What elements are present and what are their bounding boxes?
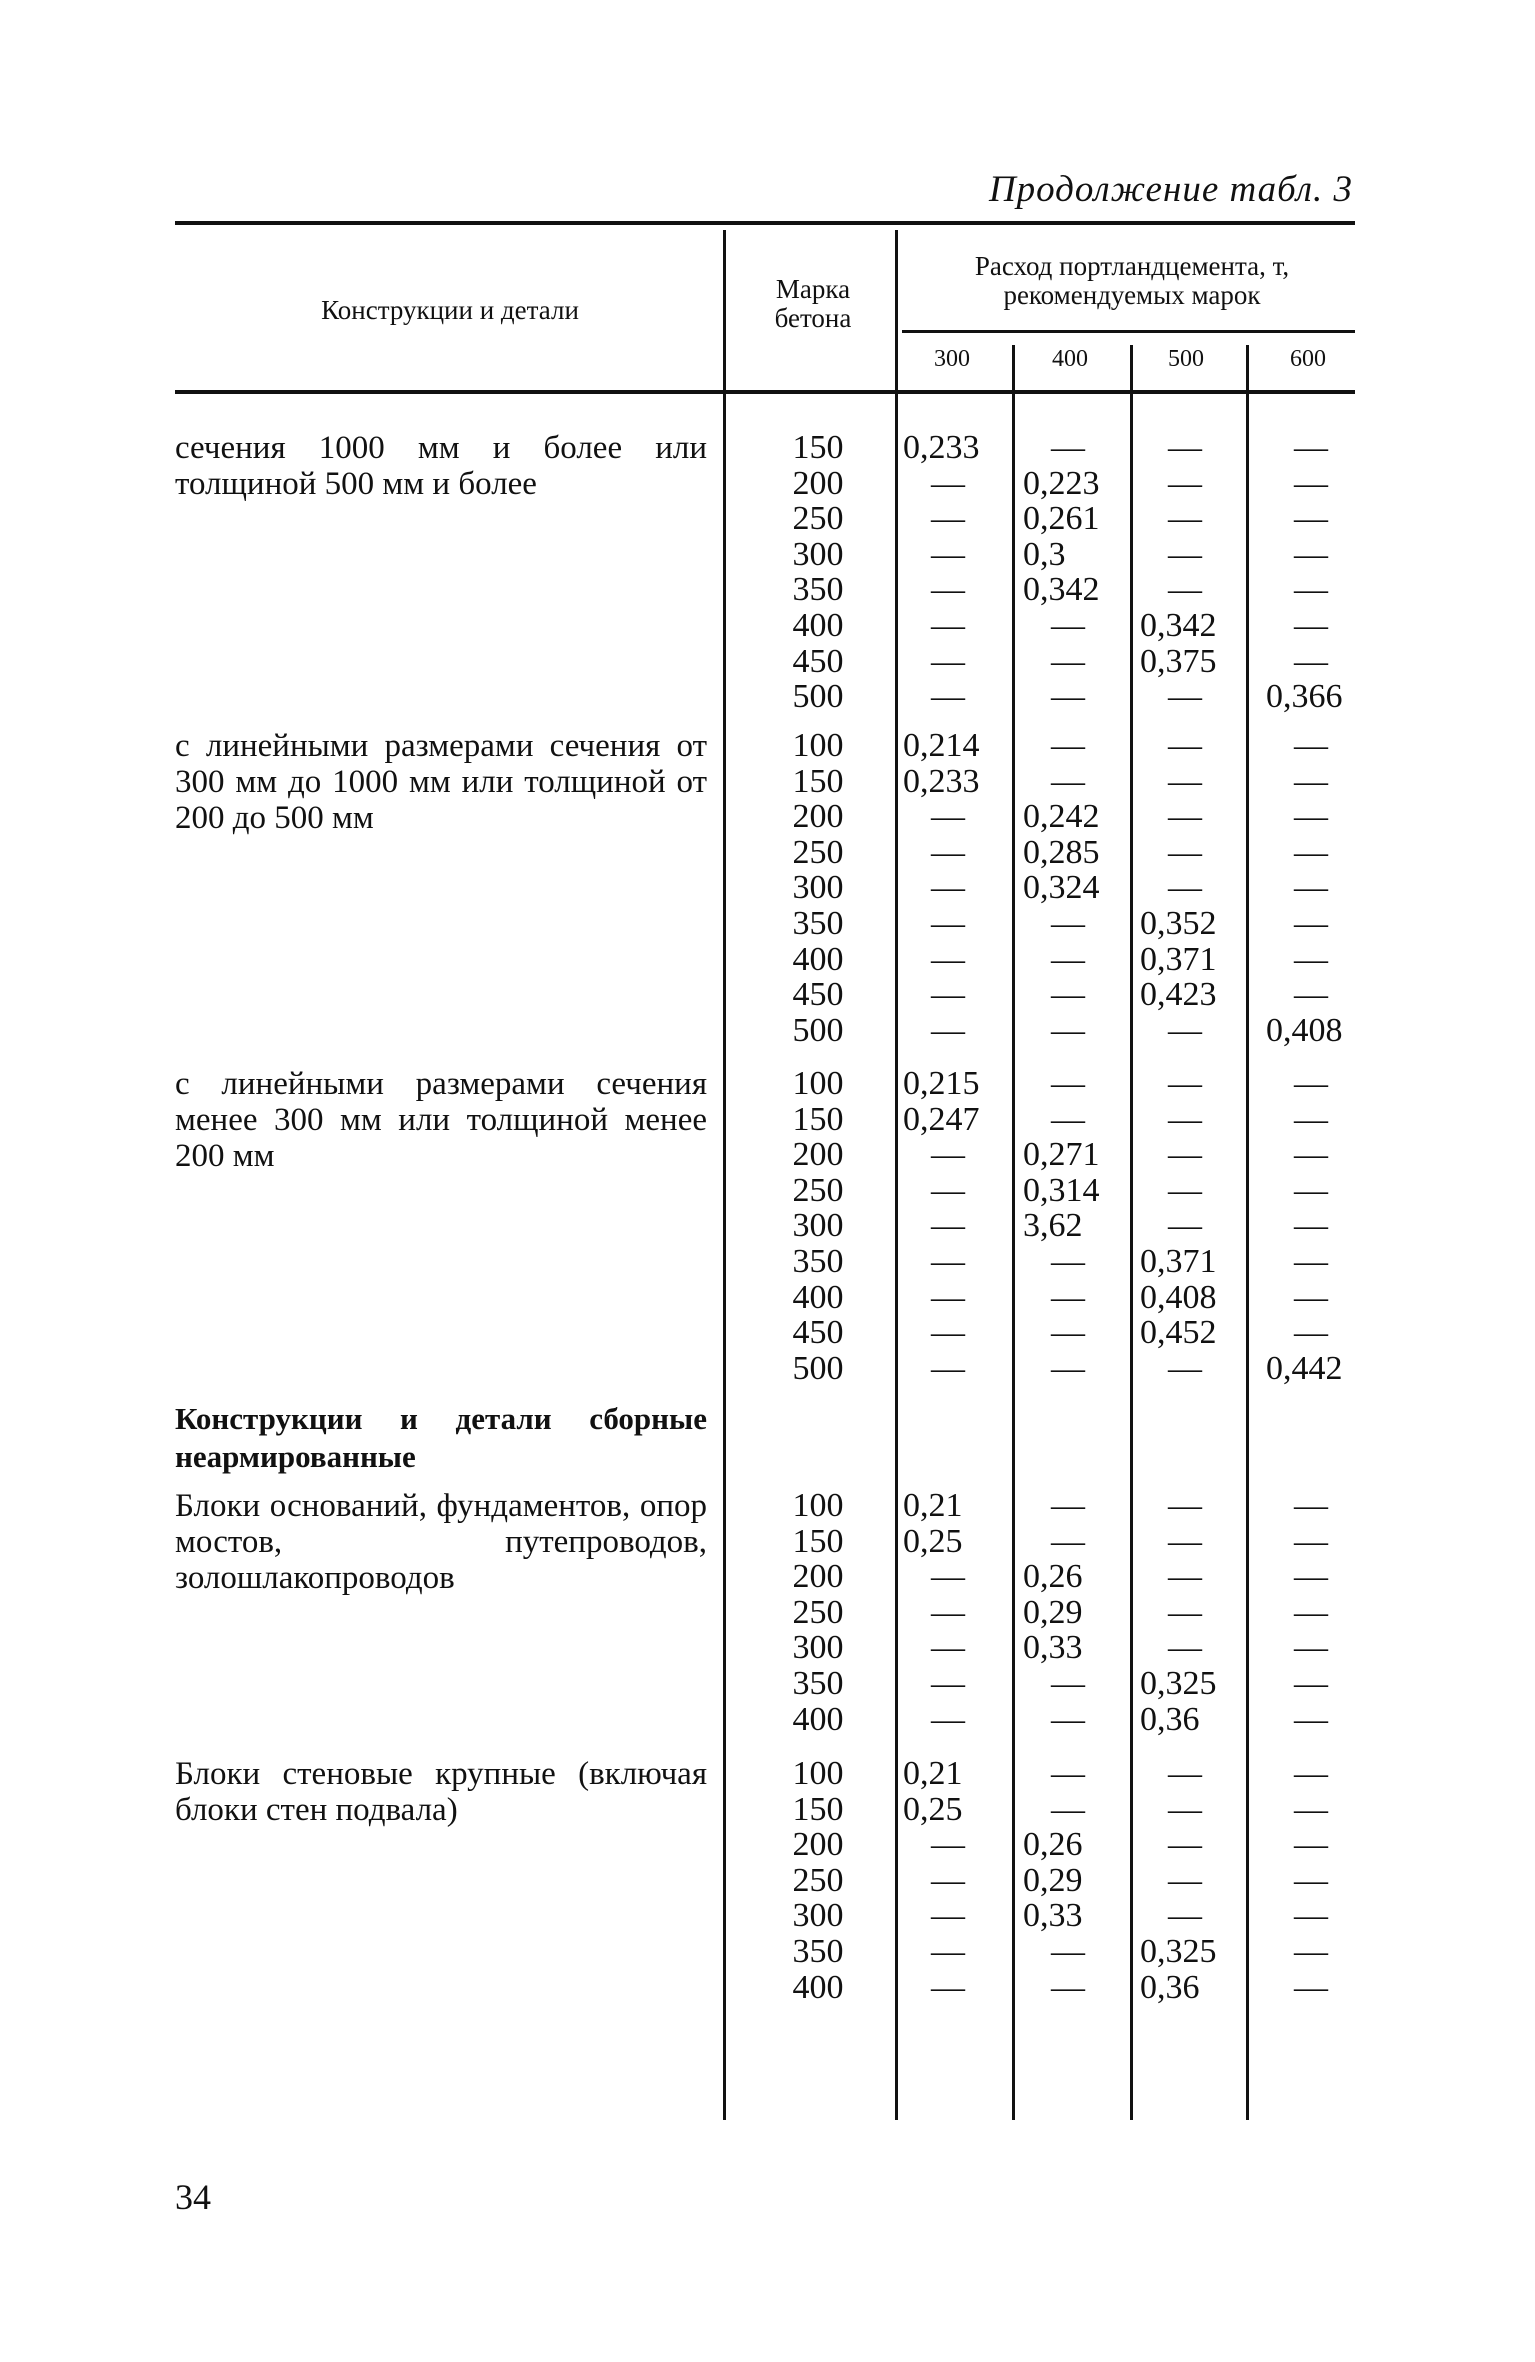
cell-grade: 250	[792, 500, 844, 538]
cell-cement-400: —	[1051, 1349, 1085, 1387]
cell-cement-400: 0,223	[1023, 464, 1100, 502]
cell-cement-500: 0,371	[1140, 940, 1217, 978]
cell-cement-600: —	[1294, 1700, 1328, 1738]
cell-grade: 400	[792, 1278, 844, 1316]
cell-cement-400: 0,26	[1023, 1558, 1083, 1596]
cell-cement-400: 0,285	[1023, 833, 1100, 871]
cell-cement-300: —	[931, 678, 965, 716]
cell-grade: 400	[792, 607, 844, 644]
cell-cement-400: —	[1051, 1790, 1085, 1828]
cell-cement-300: —	[931, 940, 965, 978]
header-sub-rule	[902, 330, 1355, 333]
cell-cement-400: —	[1051, 940, 1085, 978]
cell-grade: 500	[792, 1349, 844, 1387]
cell-cement-300: —	[931, 869, 965, 907]
cell-cement-300: —	[931, 1314, 965, 1352]
cell-cement-400: —	[1051, 1278, 1085, 1316]
col-divider-300	[895, 230, 898, 2120]
cell-grade: 100	[792, 1065, 844, 1102]
cell-cement-400: 0,29	[1023, 1593, 1083, 1631]
group-label-1: сечения 1000 мм и более или толщиной 500 мм и более	[175, 430, 707, 502]
cell-grade: 250	[792, 833, 844, 871]
cell-cement-500: —	[1168, 1593, 1202, 1631]
cell-cement-300: —	[931, 1665, 965, 1702]
cell-cement-600: —	[1294, 798, 1328, 836]
col-divider-400	[1012, 345, 1015, 2120]
header-sub-600: 600	[1290, 346, 1326, 372]
cell-cement-500: —	[1168, 798, 1202, 836]
cell-cement-400: —	[1051, 1314, 1085, 1352]
cell-cement-500: —	[1168, 1755, 1202, 1792]
cell-cement-600: —	[1294, 869, 1328, 907]
cell-cement-300: 0,25	[903, 1790, 963, 1828]
cell-grade: 150	[792, 429, 844, 466]
cell-grade: 150	[792, 1522, 844, 1560]
cell-cement-600: —	[1294, 1897, 1328, 1935]
cell-cement-500: —	[1168, 1171, 1202, 1209]
cell-cement-600: 0,366	[1266, 678, 1343, 716]
cell-grade: 300	[792, 1207, 844, 1245]
cell-cement-600: —	[1294, 1593, 1328, 1631]
cell-cement-300: —	[931, 1558, 965, 1596]
cell-cement-400: 0,26	[1023, 1826, 1083, 1864]
cell-cement-500: 0,36	[1140, 1700, 1200, 1738]
cell-cement-300: —	[931, 1861, 965, 1899]
cell-cement-300: —	[931, 1933, 965, 1970]
cell-cement-500: —	[1168, 1826, 1202, 1864]
cell-grade: 200	[792, 1826, 844, 1864]
cell-grade: 500	[792, 1011, 844, 1049]
cell-cement-300: —	[931, 905, 965, 942]
cell-grade: 300	[792, 869, 844, 907]
cell-cement-400: —	[1051, 1665, 1085, 1702]
cell-grade: 250	[792, 1593, 844, 1631]
cell-cement-500: —	[1168, 535, 1202, 573]
cell-cement-400: —	[1051, 1968, 1085, 2006]
cell-cement-500: —	[1168, 727, 1202, 764]
cell-cement-500: 0,423	[1140, 976, 1217, 1014]
cell-cement-600: —	[1294, 607, 1328, 644]
cell-grade: 350	[792, 905, 844, 942]
cell-cement-300: —	[931, 607, 965, 644]
cell-grade: 100	[792, 727, 844, 764]
cell-cement-500: —	[1168, 1487, 1202, 1524]
cell-cement-400: —	[1051, 1100, 1085, 1138]
cell-cement-300: —	[931, 571, 965, 609]
cell-cement-400: 0,33	[1023, 1897, 1083, 1935]
cell-cement-300: 0,233	[903, 762, 980, 800]
cell-cement-600: —	[1294, 940, 1328, 978]
cell-cement-600: —	[1294, 1968, 1328, 2006]
cell-grade: 250	[792, 1171, 844, 1209]
cell-grade: 350	[792, 1665, 844, 1702]
cell-grade: 300	[792, 535, 844, 573]
header-sub-500: 500	[1168, 346, 1204, 372]
cell-cement-600: —	[1294, 833, 1328, 871]
cell-cement-300: —	[931, 1171, 965, 1209]
cell-cement-600: —	[1294, 1136, 1328, 1174]
cell-cement-600: —	[1294, 1065, 1328, 1102]
cell-cement-600: —	[1294, 1207, 1328, 1245]
cell-cement-400: 0,33	[1023, 1629, 1083, 1667]
cell-cement-400: —	[1051, 976, 1085, 1014]
cell-cement-300: 0,247	[903, 1100, 980, 1138]
cell-cement-300: —	[931, 1968, 965, 2006]
cell-cement-300: —	[931, 642, 965, 680]
cell-cement-500: 0,342	[1140, 607, 1217, 644]
cell-cement-500: 0,452	[1140, 1314, 1217, 1352]
cell-cement-500: —	[1168, 1136, 1202, 1174]
cell-cement-500: 0,408	[1140, 1278, 1217, 1316]
cell-cement-400: —	[1051, 1243, 1085, 1280]
cell-cement-600: —	[1294, 571, 1328, 609]
cell-cement-500: —	[1168, 1897, 1202, 1935]
cell-grade: 200	[792, 798, 844, 836]
cell-cement-400: —	[1051, 1700, 1085, 1738]
cell-cement-300: 0,21	[903, 1487, 963, 1524]
cell-cement-400: 0,261	[1023, 500, 1100, 538]
cell-cement-600: —	[1294, 1790, 1328, 1828]
cell-cement-500: 0,36	[1140, 1968, 1200, 2006]
cell-cement-500: —	[1168, 762, 1202, 800]
cell-cement-600: —	[1294, 1665, 1328, 1702]
cell-cement-500: 0,325	[1140, 1665, 1217, 1702]
header-constructions: Конструкции и детали	[321, 295, 579, 325]
cell-grade: 300	[792, 1897, 844, 1935]
cell-grade: 200	[792, 464, 844, 502]
col-divider-500	[1130, 345, 1133, 2120]
cell-cement-400: —	[1051, 1011, 1085, 1049]
cell-cement-600: —	[1294, 464, 1328, 502]
cell-grade: 100	[792, 1755, 844, 1792]
cell-cement-500: —	[1168, 1522, 1202, 1560]
cell-cement-300: —	[931, 833, 965, 871]
group-label-3: с линейными размерами сечения менее 300 мм или толщиной менее 200 мм	[175, 1066, 707, 1174]
cell-cement-300: —	[931, 1826, 965, 1864]
cell-cement-500: —	[1168, 500, 1202, 538]
cell-cement-600: —	[1294, 1558, 1328, 1596]
cell-cement-600: —	[1294, 762, 1328, 800]
cell-cement-600: —	[1294, 1933, 1328, 1970]
header-bottom-rule	[175, 390, 1355, 394]
cell-grade: 200	[792, 1136, 844, 1174]
cell-cement-400: 0,271	[1023, 1136, 1100, 1174]
cell-cement-600: —	[1294, 1861, 1328, 1899]
cell-cement-500: —	[1168, 1349, 1202, 1387]
cell-cement-500: —	[1168, 1207, 1202, 1245]
cell-cement-300: —	[931, 1700, 965, 1738]
cell-cement-300: —	[931, 464, 965, 502]
cell-cement-500: —	[1168, 678, 1202, 716]
cell-cement-500: —	[1168, 1790, 1202, 1828]
cell-cement-600: —	[1294, 1278, 1328, 1316]
cell-cement-500: —	[1168, 464, 1202, 502]
cell-cement-600: —	[1294, 1243, 1328, 1280]
cell-cement-400: 0,29	[1023, 1861, 1083, 1899]
header-grade: Марка бетона	[774, 274, 852, 333]
cell-cement-600: —	[1294, 1314, 1328, 1352]
cell-cement-300: —	[931, 1629, 965, 1667]
cell-cement-500: —	[1168, 869, 1202, 907]
cell-cement-600: —	[1294, 1826, 1328, 1864]
cell-grade: 150	[792, 762, 844, 800]
cell-cement-600: —	[1294, 429, 1328, 466]
cell-grade: 350	[792, 571, 844, 609]
cell-cement-600: 0,442	[1266, 1349, 1343, 1387]
cell-cement-300: 0,21	[903, 1755, 963, 1792]
cell-cement-500: —	[1168, 1011, 1202, 1049]
cell-cement-400: 3,62	[1023, 1207, 1083, 1245]
cell-cement-400: —	[1051, 1755, 1085, 1792]
header-sub-400: 400	[1052, 346, 1088, 372]
cell-cement-600: —	[1294, 1755, 1328, 1792]
cell-cement-600: 0,408	[1266, 1011, 1343, 1049]
cell-cement-500: 0,325	[1140, 1933, 1217, 1970]
cell-cement-500: 0,375	[1140, 642, 1217, 680]
cell-cement-400: 0,3	[1023, 535, 1066, 573]
cell-cement-400: —	[1051, 607, 1085, 644]
header-cement: Расход портландцемента, т, рекомендуемых марок	[974, 251, 1290, 310]
cell-grade: 250	[792, 1861, 844, 1899]
group-label-2: с линейными размерами сечения от 300 мм до 1000 мм или толщиной от 200 до 500 мм	[175, 728, 707, 836]
cell-cement-600: —	[1294, 1629, 1328, 1667]
cell-cement-600: —	[1294, 1171, 1328, 1209]
cell-cement-300: —	[931, 1349, 965, 1387]
cell-cement-600: —	[1294, 727, 1328, 764]
cell-cement-400: —	[1051, 1065, 1085, 1102]
cell-cement-500: 0,371	[1140, 1243, 1217, 1280]
cell-cement-400: —	[1051, 727, 1085, 764]
cell-cement-600: —	[1294, 1522, 1328, 1560]
cell-cement-600: —	[1294, 642, 1328, 680]
cell-grade: 200	[792, 1558, 844, 1596]
cell-cement-400: —	[1051, 762, 1085, 800]
cell-cement-400: —	[1051, 642, 1085, 680]
cell-grade: 500	[792, 678, 844, 716]
cell-cement-300: —	[931, 1897, 965, 1935]
cell-cement-600: —	[1294, 1100, 1328, 1138]
cell-cement-600: —	[1294, 905, 1328, 942]
table-caption: Продолжение табл. 3	[988, 169, 1353, 210]
cell-cement-500: —	[1168, 1100, 1202, 1138]
cell-grade: 450	[792, 1314, 844, 1352]
cell-cement-300: 0,214	[903, 727, 980, 764]
cell-cement-300: 0,25	[903, 1522, 963, 1560]
cell-cement-400: —	[1051, 1933, 1085, 1970]
cell-cement-300: —	[931, 1243, 965, 1280]
page-number: 34	[175, 2177, 211, 2217]
col-divider-600	[1246, 345, 1249, 2120]
cell-grade: 450	[792, 976, 844, 1014]
top-rule	[175, 221, 1355, 225]
cell-cement-300: —	[931, 500, 965, 538]
cell-grade: 150	[792, 1100, 844, 1138]
cell-cement-600: —	[1294, 535, 1328, 573]
cell-cement-600: —	[1294, 976, 1328, 1014]
cell-cement-400: 0,314	[1023, 1171, 1100, 1209]
cell-cement-500: —	[1168, 1861, 1202, 1899]
cell-grade: 300	[792, 1629, 844, 1667]
cell-cement-400: —	[1051, 905, 1085, 942]
cell-cement-500: 0,352	[1140, 905, 1217, 942]
section-heading: Конструкции и детали сборные неармированные	[175, 1401, 707, 1474]
cell-cement-500: —	[1168, 571, 1202, 609]
cell-cement-300: —	[931, 1136, 965, 1174]
cell-cement-300: 0,233	[903, 429, 980, 466]
cell-grade: 400	[792, 1700, 844, 1738]
cell-cement-300: —	[931, 1011, 965, 1049]
cell-cement-400: —	[1051, 429, 1085, 466]
cell-grade: 400	[792, 1968, 844, 2006]
cell-cement-300: —	[931, 798, 965, 836]
cell-cement-400: —	[1051, 1487, 1085, 1524]
cell-cement-500: —	[1168, 1558, 1202, 1596]
cell-cement-500: —	[1168, 833, 1202, 871]
cell-cement-300: —	[931, 1593, 965, 1631]
cell-cement-300: —	[931, 1207, 965, 1245]
cell-cement-400: —	[1051, 678, 1085, 716]
cell-cement-400: 0,342	[1023, 571, 1100, 609]
cell-grade: 150	[792, 1790, 844, 1828]
cell-cement-300: —	[931, 535, 965, 573]
cell-cement-300: 0,215	[903, 1065, 980, 1102]
cell-grade: 350	[792, 1933, 844, 1970]
cell-cement-400: —	[1051, 1522, 1085, 1560]
cell-cement-600: —	[1294, 1487, 1328, 1524]
cell-cement-400: 0,324	[1023, 869, 1100, 907]
header-sub-300: 300	[934, 346, 970, 372]
col-divider-grade	[723, 230, 726, 2120]
cell-cement-600: —	[1294, 500, 1328, 538]
group-label-5: Блоки стеновые крупные (включая блоки стен подвала)	[175, 1756, 707, 1828]
cell-cement-400: 0,242	[1023, 798, 1100, 836]
cell-cement-500: —	[1168, 1629, 1202, 1667]
cell-grade: 450	[792, 642, 844, 680]
cell-grade: 100	[792, 1487, 844, 1524]
cell-cement-500: —	[1168, 429, 1202, 466]
cell-cement-300: —	[931, 1278, 965, 1316]
cell-cement-500: —	[1168, 1065, 1202, 1102]
cell-grade: 400	[792, 940, 844, 978]
group-label-4: Блоки оснований, фундаментов, опор мостов, путепроводов, золошлакопроводов	[175, 1488, 707, 1596]
cell-cement-300: —	[931, 976, 965, 1014]
cell-grade: 350	[792, 1243, 844, 1280]
